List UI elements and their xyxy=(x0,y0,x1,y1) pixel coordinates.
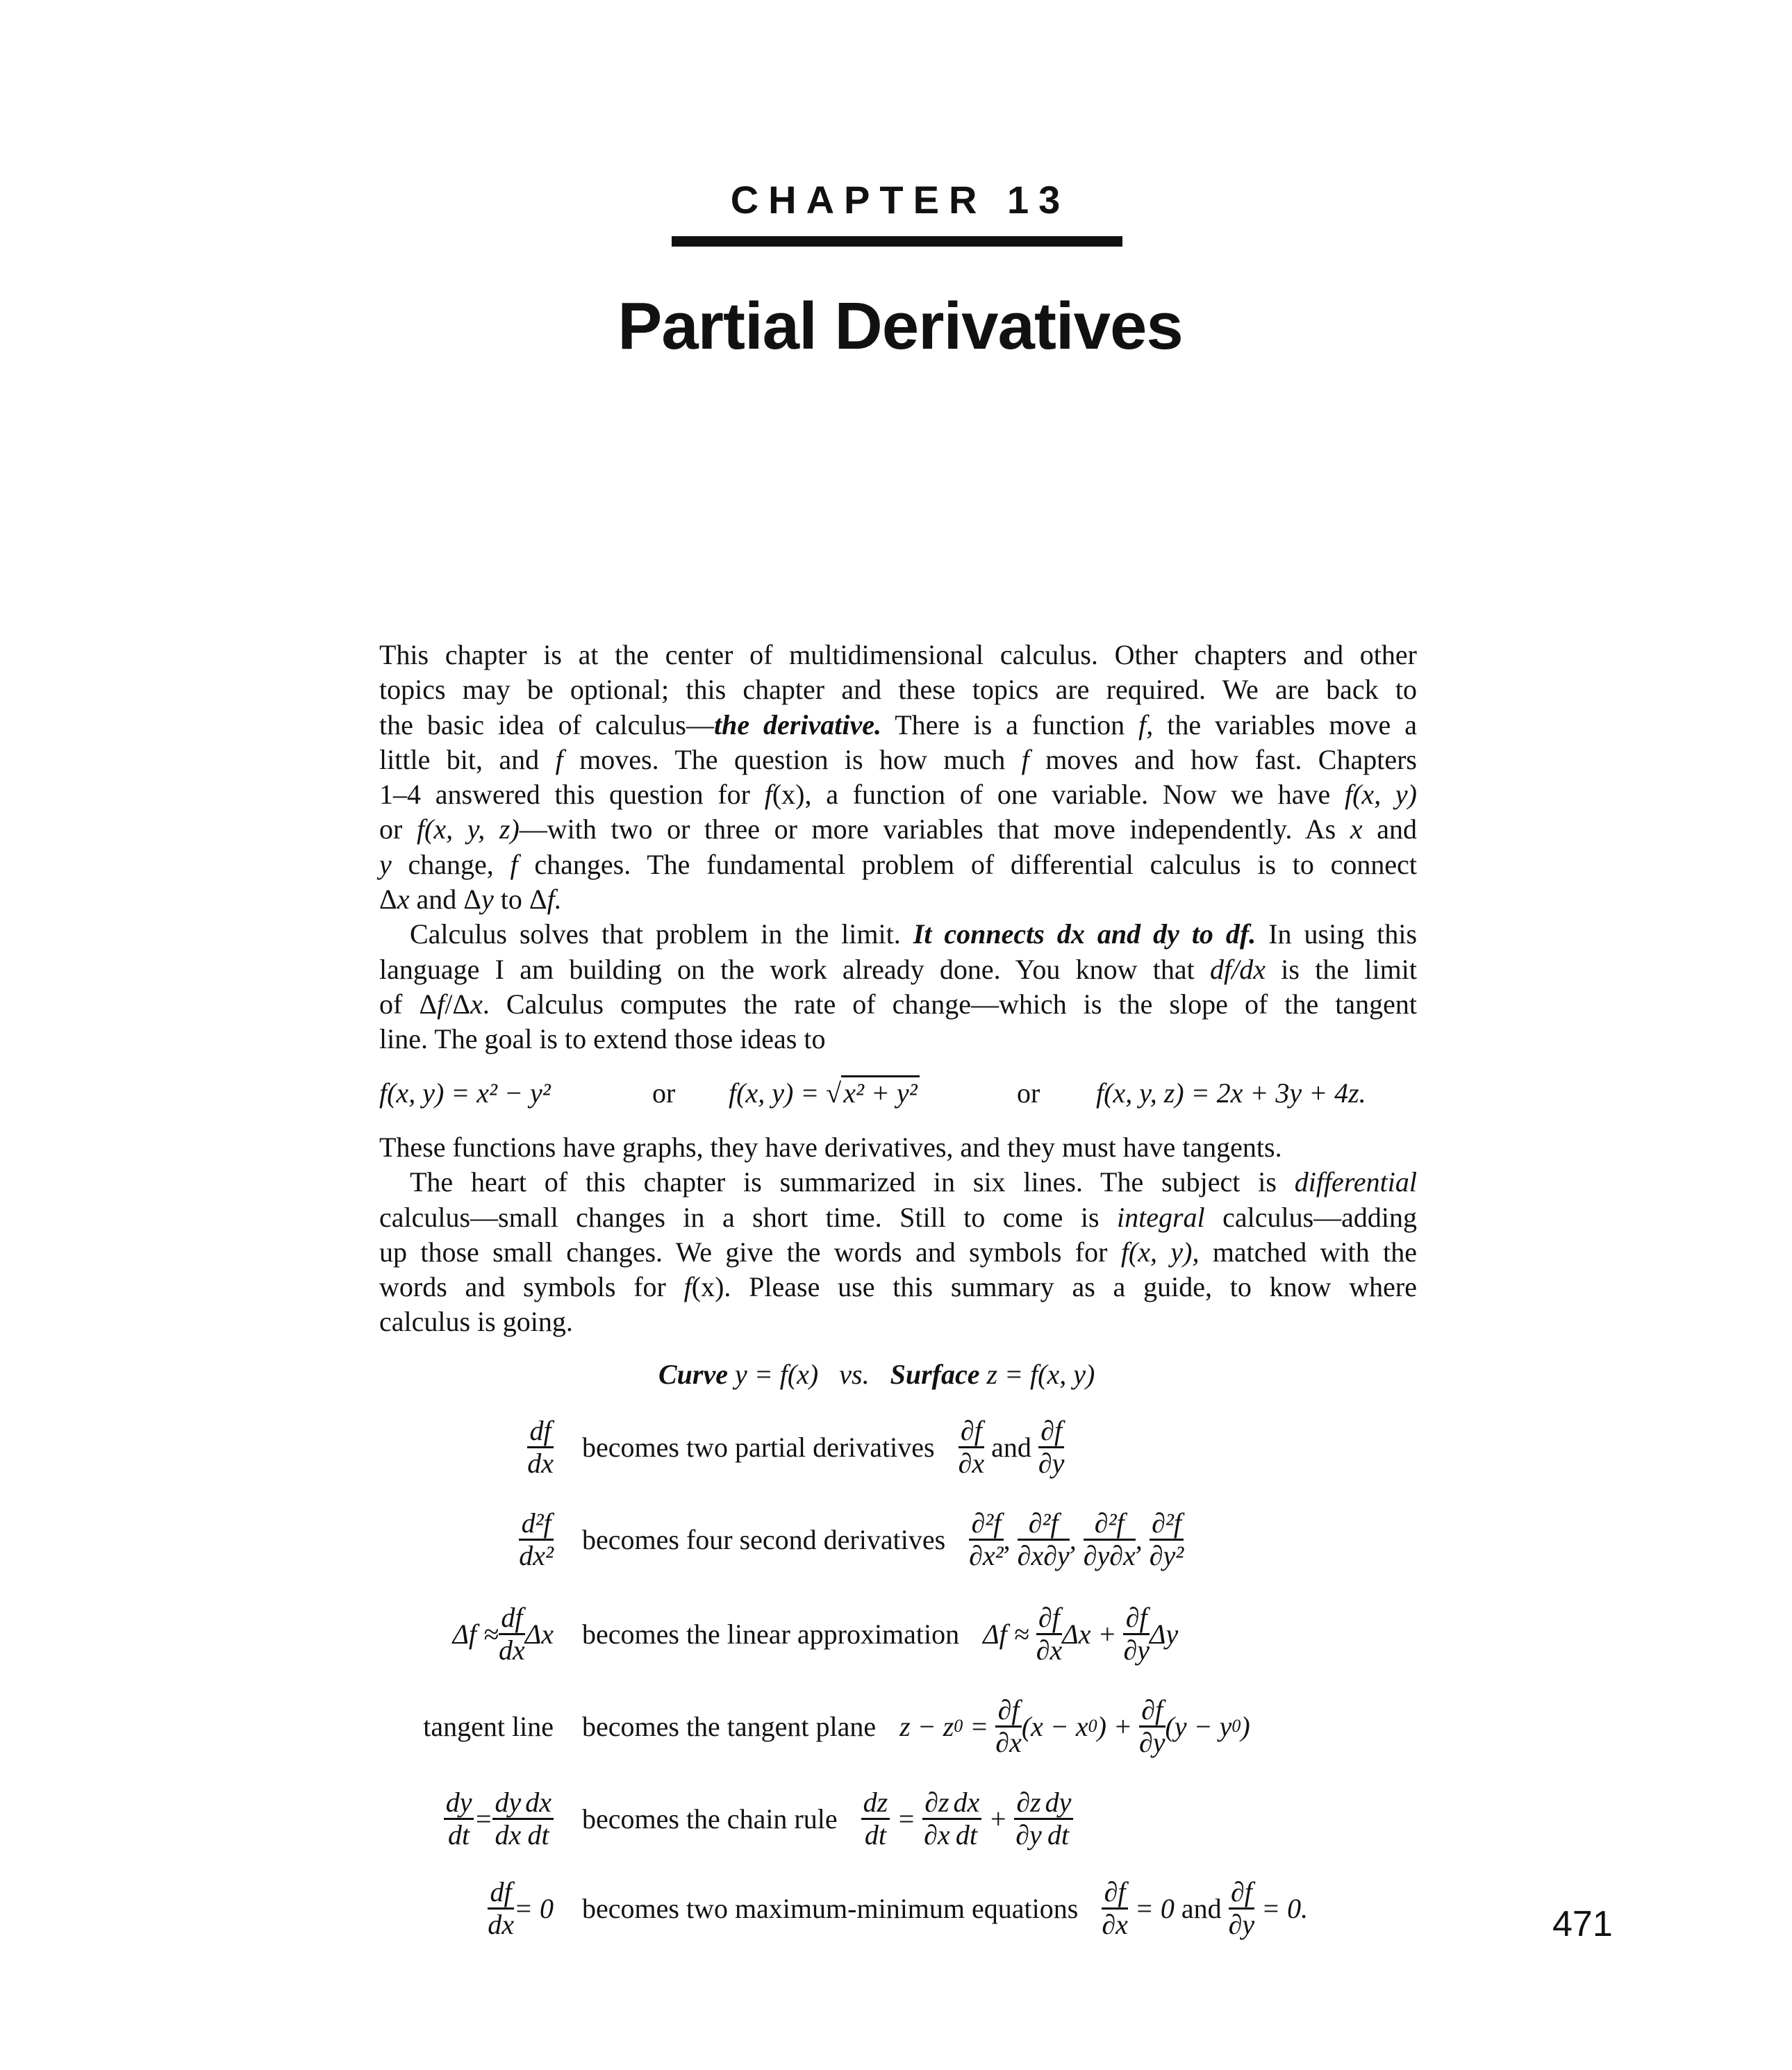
summary-row-maxmin: df dx = 0 becomes two maximum-minimum equations ∂f ∂x = 0 and ∂f ∂y = 0. xyxy=(488,1876,1309,1940)
formula-1: f(x, y) = x² − y² xyxy=(379,1077,551,1109)
text-line xyxy=(379,1022,1417,1057)
text-segment: There is a function xyxy=(881,709,1139,740)
text-line xyxy=(379,672,1417,707)
text-segment: f xyxy=(683,1271,692,1303)
text-segment: x xyxy=(470,988,483,1020)
summary-header: Curve y = f(x) vs. Surface z = f(x, y) xyxy=(658,1359,1095,1390)
text-line xyxy=(379,1305,1417,1339)
text-segment: calculus—adding xyxy=(1204,1201,1417,1233)
text-segment: f xyxy=(510,848,518,880)
text-segment: Δ xyxy=(379,884,397,916)
text-segment: f(x, y), xyxy=(1120,1236,1200,1268)
text-segment: f. xyxy=(547,884,562,916)
text-segment: It connects dx and dy to df. xyxy=(913,918,1256,950)
text-line xyxy=(379,1200,1417,1235)
text-line xyxy=(379,952,1417,987)
text-segment: up those small changes. We give the words and symbols for xyxy=(379,1236,1121,1268)
text-segment: or xyxy=(379,813,417,845)
text-segment: —with two or three or more variables that move independently. As xyxy=(519,813,1350,845)
text-segment: y xyxy=(379,848,392,880)
text-segment: (x). Please use this summary as a guide, to know where xyxy=(691,1271,1417,1303)
text-line xyxy=(379,882,1417,917)
text-segment: Calculus solves that problem in the limit. xyxy=(410,918,913,950)
text-segment: to Δ xyxy=(493,884,547,916)
text-segment: and xyxy=(1362,813,1417,845)
text-segment: This chapter is at the center of multidimensional calculus. Other chapters and other xyxy=(379,639,1417,670)
text-segment: change, xyxy=(391,848,511,880)
text-segment: moves and how fast. Chapters xyxy=(1029,743,1417,775)
text-segment: f(x, y) xyxy=(1345,779,1418,811)
text-line xyxy=(379,1270,1417,1305)
text-segment: topics may be optional; this chapter and these topics are required. We are back to xyxy=(379,674,1417,706)
text-segment: df/dx xyxy=(1210,953,1266,985)
text-segment: f, xyxy=(1138,709,1154,740)
text-line xyxy=(379,638,1417,672)
text-segment: is the limit xyxy=(1266,953,1417,985)
page-number: 471 xyxy=(1552,1904,1613,1944)
text-line xyxy=(379,917,1417,952)
chapter-title: Partial Derivatives xyxy=(617,289,1183,363)
summary-row-partial: df dx becomes two partial derivatives ∂f ∂x and ∂f ∂y xyxy=(527,1414,1065,1479)
text-segment: y xyxy=(481,884,494,916)
text-segment: words and symbols for xyxy=(379,1271,684,1303)
text-segment: In using this xyxy=(1256,918,1418,950)
text-segment: calculus—small changes in a short time. Still to come is xyxy=(379,1201,1117,1233)
text-segment: /Δ xyxy=(445,988,471,1020)
text-line xyxy=(379,1165,1417,1200)
text-segment: changes. The fundamental problem of differential calculus is to connect xyxy=(517,848,1417,880)
summary-row-linear: Δf ≈ df dx Δx becomes the linear approximation Δf ≈ ∂f ∂x Δx + ∂f ∂y Δy xyxy=(452,1601,1179,1666)
formula-3: f(x, y, z) = 2x + 3y + 4z. xyxy=(1096,1077,1366,1109)
formula-2: f(x, y) = √x² + y² xyxy=(729,1077,920,1109)
text-segment: the derivative. xyxy=(713,709,881,740)
text-line xyxy=(379,708,1417,743)
text-segment: the basic idea of calculus— xyxy=(379,709,714,740)
text-segment: f xyxy=(437,988,445,1020)
summary-paragraph xyxy=(379,1130,1417,1340)
text-segment: f xyxy=(764,779,772,811)
text-segment: f xyxy=(555,743,563,775)
text-line xyxy=(379,743,1417,777)
summary-row-second: d²f dx² becomes four second derivatives ∂²f ∂x² , ∂²f ∂x∂y , ∂²f ∂y∂x , ∂²f ∂y² xyxy=(519,1507,1184,1571)
text-segment: the variables move a xyxy=(1153,709,1417,740)
text-segment: line. The goal is to extend those ideas to xyxy=(379,1023,826,1055)
text-line xyxy=(379,812,1417,847)
text-segment: The heart of this chapter is summarized in six lines. The subject is xyxy=(410,1166,1295,1198)
chapter-label: CHAPTER 13 xyxy=(730,178,1070,222)
chapter-rule xyxy=(672,236,1122,247)
text-segment: These functions have graphs, they have derivatives, and they must have tangents. xyxy=(379,1132,1282,1163)
text-segment: moves. The question is how much xyxy=(563,743,1022,775)
summary-row-tangent: tangent line becomes the tangent plane z − z 0 = ∂f ∂x (x − x 0 ) + ∂f ∂y (y − y 0 ) xyxy=(423,1694,1250,1758)
text-segment: . Calculus computes the rate of change—which is the slope of the tangent xyxy=(482,988,1418,1020)
text-segment: f(x, y, z) xyxy=(416,813,520,845)
text-segment: of Δ xyxy=(379,988,438,1020)
text-segment: little bit, and xyxy=(379,743,556,775)
text-segment: x xyxy=(1350,813,1363,845)
text-segment: differential xyxy=(1294,1166,1417,1198)
text-line xyxy=(379,847,1417,882)
formula-or-1: or xyxy=(652,1077,676,1109)
text-line xyxy=(379,1130,1417,1165)
text-segment: and Δ xyxy=(409,884,481,916)
text-line xyxy=(379,777,1417,812)
text-segment: integral xyxy=(1116,1201,1205,1233)
text-segment: matched with the xyxy=(1199,1236,1418,1268)
text-segment: x xyxy=(397,884,410,916)
formula-or-2: or xyxy=(1017,1077,1040,1109)
summary-row-chain: dy dt = dy dx dx dt becomes the chain rule dz dt = ∂z ∂x dx dt + ∂z ∂y dy dt xyxy=(0,1777,1792,1860)
intro-paragraphs xyxy=(379,638,1417,1057)
text-segment: calculus is going. xyxy=(379,1306,573,1338)
text-line xyxy=(379,1235,1417,1270)
text-segment: (x), a function of one variable. Now we have xyxy=(772,779,1345,811)
text-segment: 1–4 answered this question for xyxy=(379,779,765,811)
text-segment: f xyxy=(1021,743,1029,775)
text-segment: language I am building on the work already done. You know that xyxy=(379,953,1211,985)
text-line xyxy=(379,987,1417,1022)
